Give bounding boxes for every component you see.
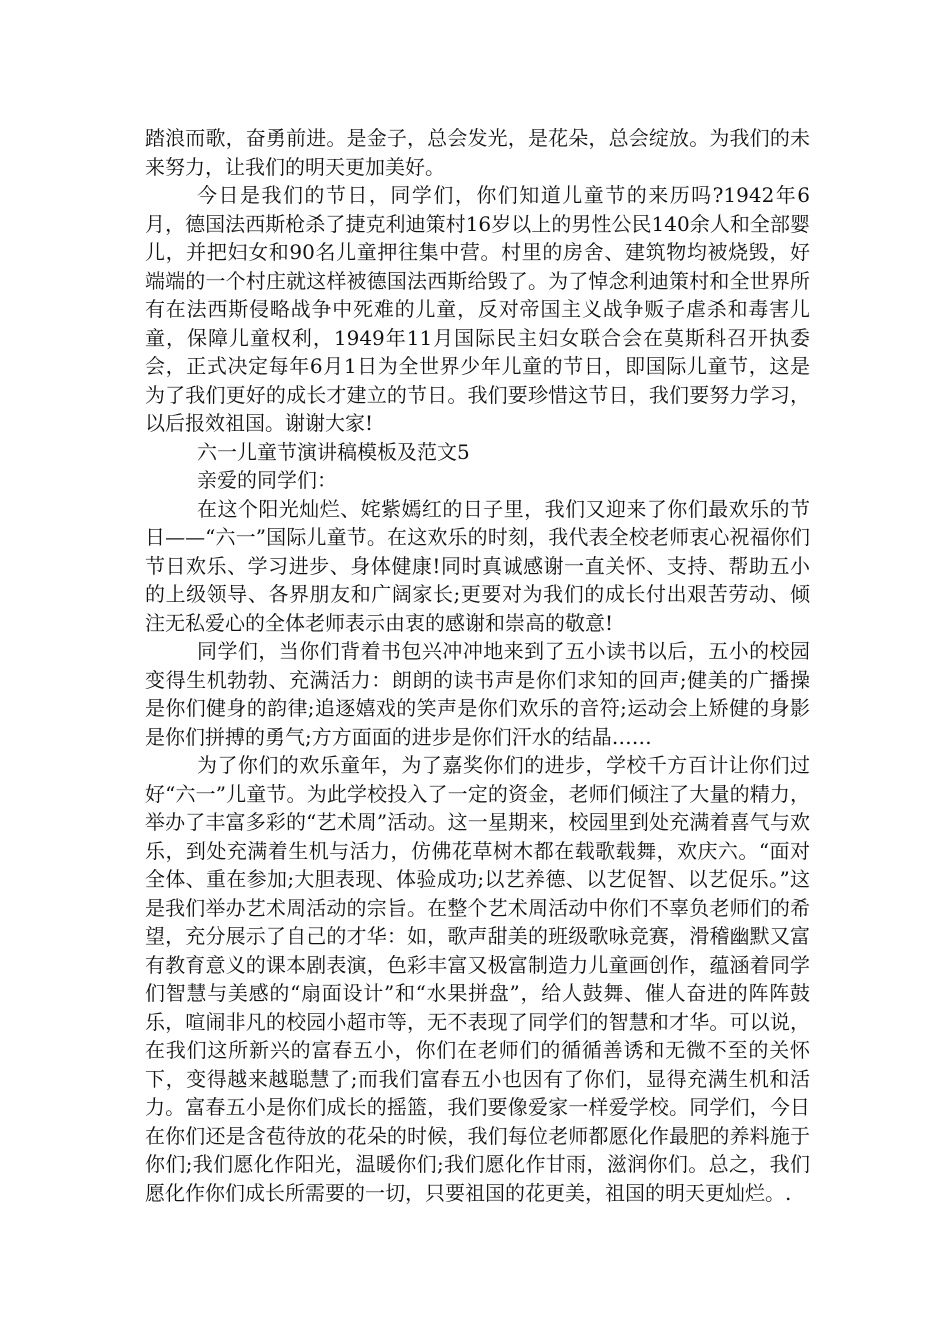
paragraph-art-week: 为了你们的欢乐童年，为了嘉奖你们的进步，学校千方百计让你们过好“六一”儿童节。为此学校投入了一定的资金，老师们倾注了大量的精力，举办了丰富多彩的“艺术周”活动。这一星期来，校园里到处充满着喜气与欢乐，到处充满着生机与活力，仿佛花草树木都在载歌载舞，欢庆六。“面对全体、重在参加;大胆表现、体验成功;以艺养德、以艺促智、以艺促乐。”这是我们举办艺术周活动的宗旨。在整个艺术周活动中你们不辜负老师们的希望，充分展示了自己的才华：如，歌声甜美的班级歌咏竞赛，滑稽幽默又富有教育意义的课本剧表演，色彩丰富又极富制造力儿童画创作，蕴涵着同学们智慧与美感的“扇面设计”和“水果拼盘”，给人鼓舞、催人奋进的阵阵鼓乐，喧闹非凡的校园小超市等，无不表现了同学们的智慧和才华。可以说，在我们这所新兴的富春五小，你们在老师们的循循善诱和无微不至的关怀下，变得越来越聪慧了;而我们富春五小也因有了你们，显得充满生机和活力。富春五小是你们成长的摇篮，我们要像爱家一样爱学校。同学们，今日在你们还是含苞待放的花朵的时候，我们每位老师都愿化作最肥的养料施于你们;我们愿化作阳光，温暖你们;我们愿化作甘雨，滋润你们。总之，我们愿化作你们成长所需要的一切，只要祖国的花更美，祖国的明天更灿烂。. xyxy=(145,753,810,1205)
paragraph-campus-life: 同学们，当你们背着书包兴冲冲地来到了五小读书以后，五小的校园变得生机勃勃、充满活力：朗朗的读书声是你们求知的回声;健美的广播操是你们健身的韵律;追逐嬉戏的笑声是你们欢乐的音符;运动会上矫健的身影是你们拼搏的勇气;方方面面的进步是你们汗水的结晶…… xyxy=(145,639,810,749)
paragraph-intro-closing: 踏浪而歌，奋勇前进。是金子，总会发光，是花朵，总会绽放。为我们的未来努力，让我们的明天更加美好。 xyxy=(145,126,810,179)
section-heading: 六一儿童节演讲稿模板及范文5 xyxy=(197,439,470,464)
paragraph-greeting: 在这个阳光灿烂、姹紫嫣红的日子里，我们又迎来了你们最欢乐的节日——“六一”国际儿童节。在这欢乐的时刻，我代表全校老师衷心祝福你们节日欢乐、学习进步、身体健康!同时真诚感谢一直关怀、支持、帮助五小的上级领导、各界朋友和广阔家长;更要对为我们的成长付出艰苦劳动、倾注无私爱心的全体老师表示由衷的感谢和崇高的敬意! xyxy=(145,496,810,635)
document-page xyxy=(145,124,810,1207)
paragraph-childrens-day-history: 今日是我们的节日，同学们，你们知道儿童节的来历吗?1942年6月，德国法西斯枪杀了捷克利迪策村16岁以上的男性公民140余人和全部婴儿，并把妇女和90名儿童押往集中营。村里的房舍、建筑物均被烧毁，好端端的一个村庄就这样被德国法西斯给毁了。为了悼念利迪策村和全世界所有在法西斯侵略战争中死难的儿童，反对帝国主义战争贩子虐杀和毒害儿童，保障儿童权利，1949年11月国际民主妇女联合会在莫斯科召开执委会，正式决定每年6月1日为全世界少年儿童的节日，即国际儿童节，这是为了我们更好的成长才建立的节日。我们要珍惜这节日，我们要努力学习，以后报效祖国。谢谢大家! xyxy=(145,183,810,435)
salutation: 亲爱的同学们： xyxy=(197,468,337,492)
